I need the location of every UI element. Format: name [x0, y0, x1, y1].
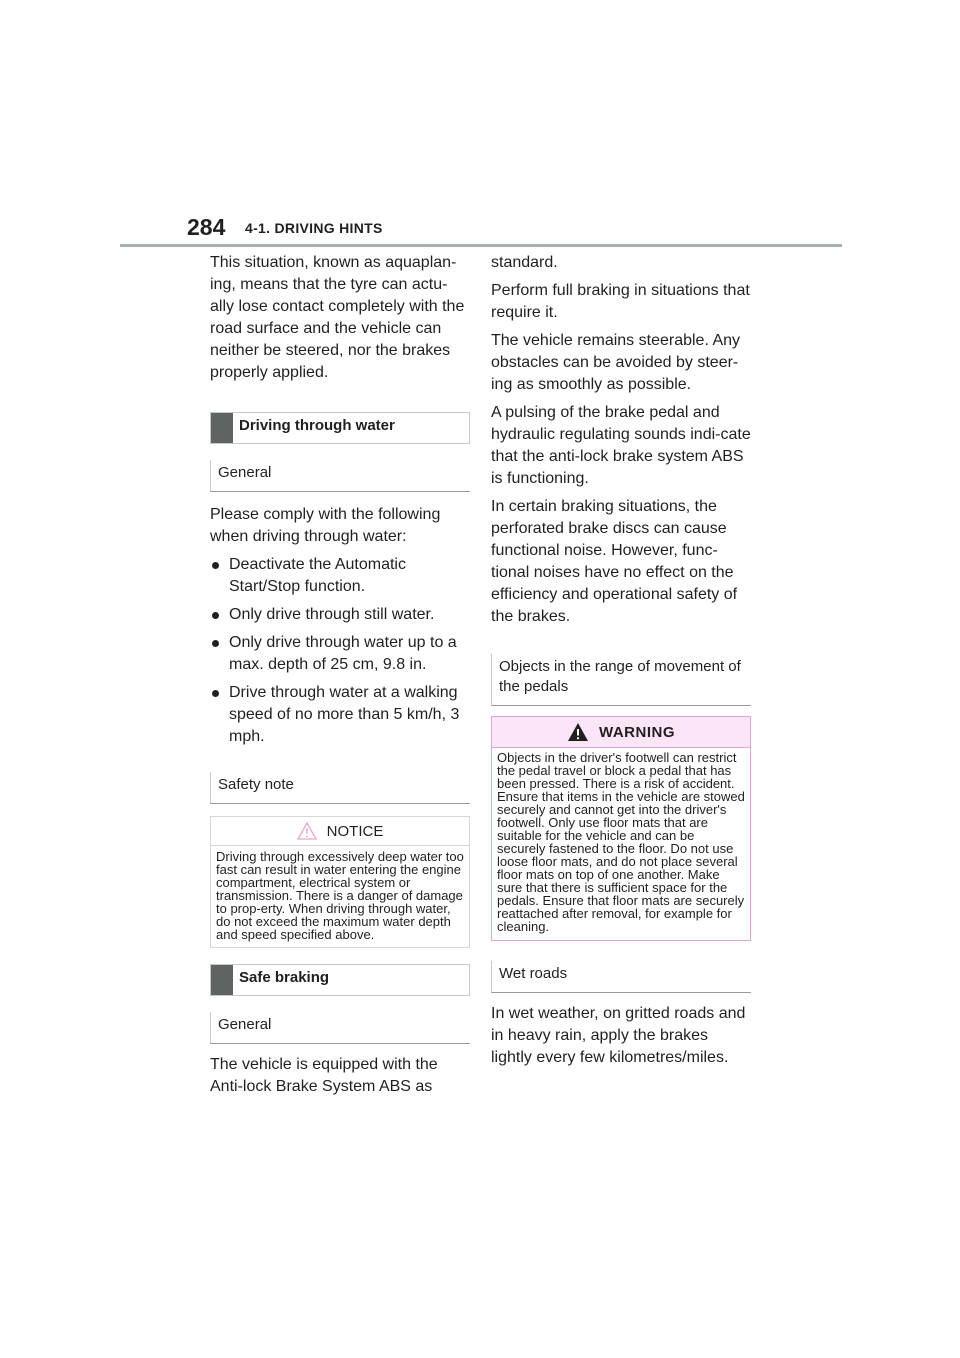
left-column [210, 252, 470, 1104]
bullet-icon [212, 640, 219, 647]
warning-label: WARNING [599, 723, 675, 741]
header-rule [120, 244, 842, 247]
paragraph-full-braking: Perform full braking in situations that require it. [491, 282, 750, 321]
paragraph-steerable: The vehicle remains steerable. Any obstacles can be avoided by steer-ing as smoothly as possible. [491, 332, 741, 393]
page-number: 284 [187, 214, 226, 240]
wet-roads-paragraph: In wet weather, on gritted roads and in heavy rain, apply the brakes lightly every few kilometres/miles. [491, 1005, 746, 1066]
subheading-wet-roads: Wet roads [491, 961, 751, 993]
heading-text: Driving through water [239, 417, 395, 434]
heading-text: Safe braking [239, 969, 330, 986]
braking-paragraph: The vehicle is equipped with the Anti-lock Brake System ABS as [210, 1056, 438, 1095]
list-item: Drive through water at a walking speed of no more than 5 km/h, 3 mph. [210, 682, 470, 748]
water-rules-list [210, 554, 470, 748]
notice-box [210, 816, 470, 948]
water-intro-paragraph: Please comply with the following when driving through water: [210, 506, 441, 545]
paragraph-brake-noise: In certain braking situations, the perforated brake discs can cause functional noise. However, func-tional noises have no effect on the efficiency and operational safety of the brakes. [491, 498, 738, 625]
warning-header [492, 717, 750, 748]
heading-safe-braking [210, 964, 470, 996]
bullet-icon [212, 612, 219, 619]
subheading-general-2: General [210, 1012, 470, 1044]
intro-paragraph: This situation, known as aquaplan-ing, means that the tyre can actu-ally lose contact completely with the road surface and the vehicle can neither be steered, nor the brakes properly applied. [210, 254, 465, 381]
warning-triangle-icon [297, 822, 317, 840]
list-item: Only drive through still water. [210, 604, 470, 626]
heading-block [211, 413, 233, 443]
list-item: Only drive through water up to a max. depth of 25 cm, 9.8 in. [210, 632, 470, 676]
notice-header [211, 817, 469, 846]
heading-driving-through-water [210, 412, 470, 444]
right-column [491, 252, 751, 1075]
notice-label: NOTICE [326, 822, 384, 840]
notice-text: Driving through excessively deep water too fast can result in water entering the engine compartment, electrical system or transmission. There is a danger of damage to prop-erty. When driving through water, do not exceed the maximum water depth and speed specified above. [216, 849, 464, 942]
bullet-icon [212, 690, 219, 697]
subheading-objects-pedals: Objects in the range of movement of the pedals [491, 654, 751, 706]
heading-block [211, 965, 233, 995]
warning-triangle-icon [567, 722, 589, 742]
bullet-icon [212, 562, 219, 569]
warning-text: Objects in the driver's footwell can restrict the pedal travel or block a pedal that has been pressed. There is a risk of accident. Ensure that items in the vehicle are stowed securely and cannot get into the driver's footwell. Only use floor mats that are suitable for the vehicle and can be securely fastened to the floor. Do not use loose floor mats, and do not place several floor mats on top of one another. Make sure that there is sufficient space for the pedals. Ensure that floor mats are securely reattached after removal, for example for cleaning. [497, 750, 745, 934]
subheading-safety-note: Safety note [210, 772, 470, 804]
subheading-general: General [210, 460, 470, 492]
warning-box [491, 716, 751, 941]
paragraph-abs-pulsing: A pulsing of the brake pedal and hydraulic regulating sounds indi-cate that the anti-lock brake system ABS is functioning. [491, 404, 751, 487]
section-title: 4-1. DRIVING HINTS [245, 220, 383, 236]
paragraph-standard: standard. [491, 254, 558, 271]
list-item: Deactivate the Automatic Start/Stop function. [210, 554, 470, 598]
